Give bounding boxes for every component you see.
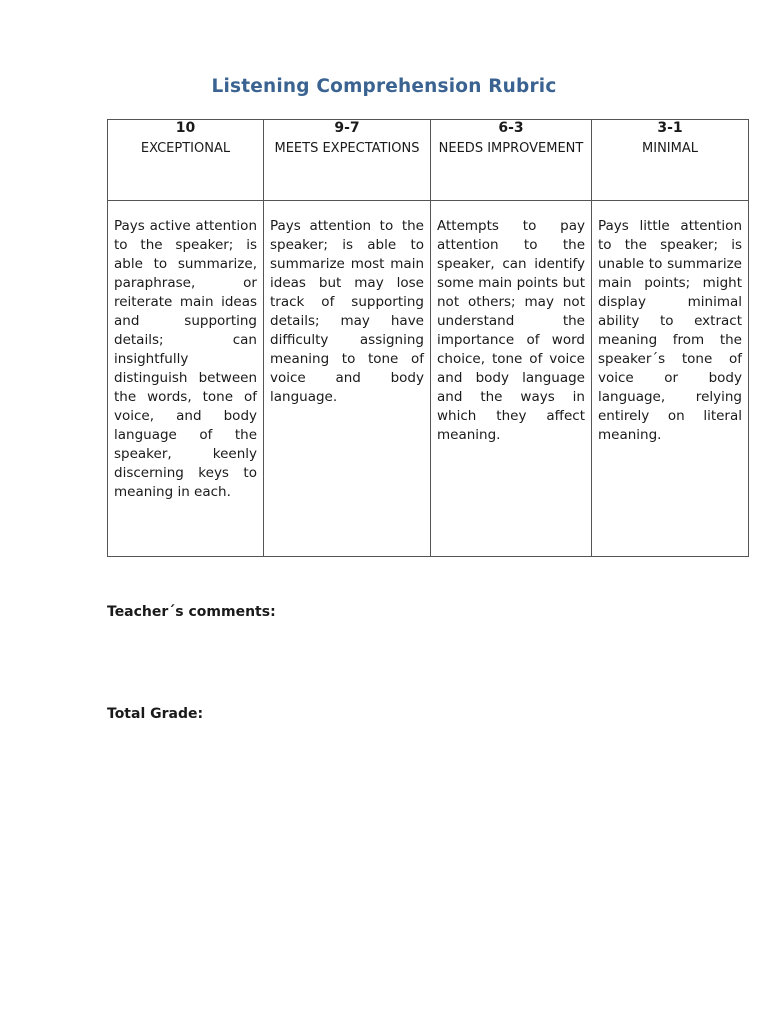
level-description: Pays little attention to the speaker; is unable to summarize main points; might display minimal ability to extract meaning from the speaker´s tone of voice or body language, relying entirely on literal meaning. [598, 218, 742, 443]
score-range: 9-7 [334, 120, 360, 136]
level-label: MEETS EXPECTATIONS [274, 141, 420, 156]
rubric-description-cell [592, 201, 749, 557]
score-range: 10 [175, 120, 196, 136]
rubric-description-cell [431, 201, 592, 557]
level-label: NEEDS IMPROVEMENT [438, 141, 584, 156]
score-range: 6-3 [498, 120, 524, 136]
rubric-table [107, 119, 749, 557]
level-label: EXCEPTIONAL [140, 141, 231, 156]
score-range: 3-1 [657, 120, 683, 136]
level-description: Attempts to pay attention to the speaker, can identify some main points but not others; may not understand the importance of word choice, tone of voice and body language and the ways in which they affect meaning. [437, 218, 585, 443]
teacher-comments-label: Teacher´s comments: [107, 604, 276, 620]
page-title: Listening Comprehension Rubric [211, 76, 557, 97]
rubric-description-cell [264, 201, 431, 557]
rubric-description-cell [108, 201, 264, 557]
total-grade-label: Total Grade: [107, 706, 204, 722]
rubric-header-cell [264, 120, 431, 201]
rubric-header-row [108, 120, 749, 201]
level-label: MINIMAL [642, 141, 698, 156]
level-description: Pays active attention to the speaker; is able to summarize, paraphrase, or reiterate main ideas and supporting details; can insightfully distinguish between the words, tone of voice, and body language of the speaker, keenly discerning keys to meaning in each. [114, 218, 257, 500]
rubric-header-cell [108, 120, 264, 201]
rubric-header-cell [592, 120, 749, 201]
rubric-description-row [108, 201, 749, 557]
rubric-header-cell [431, 120, 592, 201]
level-description: Pays attention to the speaker; is able to summarize most main ideas but may lose track of supporting details; may have difficulty assigning meaning to tone of voice and body language. [270, 218, 424, 405]
